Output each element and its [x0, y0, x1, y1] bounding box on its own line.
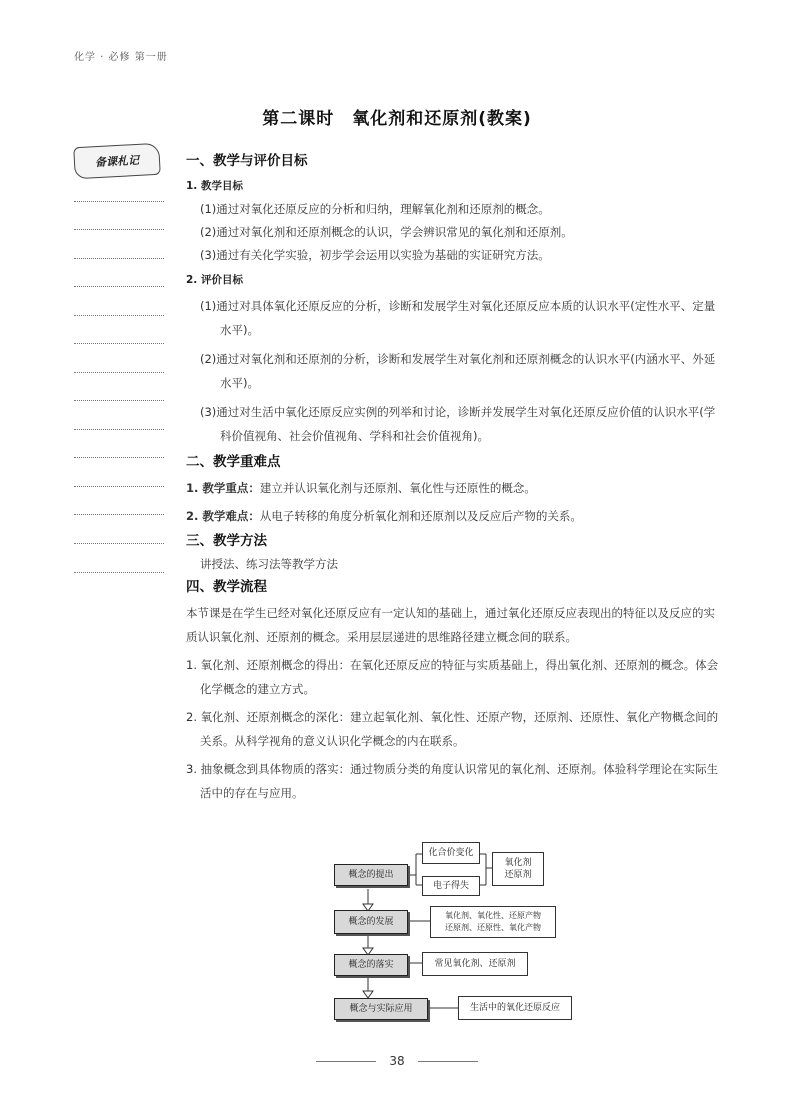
note-line [74, 400, 164, 401]
note-line [74, 543, 164, 544]
list-item [186, 504, 726, 528]
divider [316, 1061, 376, 1062]
note-line [74, 372, 164, 373]
subsection-heading: 1. 教学目标 [186, 180, 243, 192]
note-line [74, 258, 164, 259]
divider [418, 1061, 478, 1062]
list-item: (2)通过对氧化剂和还原剂的分析，诊断和发展学生对氧化剂和还原剂概念的认识水平(内涵水平、外延水平)。 [200, 352, 716, 390]
flow-box-concept-implementation: 概念的落实 [334, 954, 408, 976]
notes-logo: 备课札记 [73, 143, 161, 179]
note-line [74, 286, 164, 287]
flowchart [330, 838, 590, 1023]
note-line [74, 457, 164, 458]
notes-column [74, 145, 166, 177]
section-heading: 四、教学流程 [186, 579, 267, 595]
list-item: 3. 抽象概念到具体物质的落实：通过物质分类的角度认识常见的氧化剂、还原剂。体验科学理论在实际生活中的存在与应用。 [186, 762, 719, 800]
paragraph: 本节课是在学生已经对氧化还原反应有一定认知的基础上，通过氧化还原反应表现出的特征以及反应的实质认识氧化剂、还原剂的概念。采用层层递进的思维路径建立概念间的联系。 [186, 606, 715, 644]
flow-box-concept-proposal: 概念的提出 [334, 864, 408, 886]
flow-box-oxidant-reductant: 氧化剂 还原剂 [492, 852, 544, 886]
item-label: 1. 教学重点： [186, 481, 260, 495]
list-item: 2. 氧化剂、还原剂概念的深化：建立起氧化剂、氧化性、还原产物，还原剂、还原性、氧化产物概念间的关系。从科学视角的意义认识化学概念的内在联系。 [186, 710, 719, 748]
list-item: (2)通过对氧化剂和还原剂概念的认识，学会辨识常见的氧化剂和还原剂。 [200, 225, 573, 239]
subsection-heading: 2. 评价目标 [186, 274, 243, 286]
flow-box-oxidant-properties: 氧化剂、氧化性、还原产物 还原剂、还原性、氧化产物 [430, 906, 556, 938]
note-line [74, 514, 164, 515]
note-line [74, 315, 164, 316]
note-line [74, 229, 164, 230]
section-heading: 一、教学与评价目标 [186, 153, 308, 169]
flow-box-practical-application: 概念与实际应用 [334, 998, 428, 1020]
running-header: 化学 · 必修 第一册 [74, 52, 168, 63]
flow-box-valence-change: 化合价变化 [422, 842, 480, 864]
item-text: 建立并认识氧化剂与还原剂、氧化性与还原性的概念。 [259, 481, 536, 495]
note-line [74, 343, 164, 344]
item-label: 2. 教学难点： [186, 509, 260, 523]
flow-box-daily-life-redox: 生活中的氧化还原反应 [458, 996, 572, 1020]
note-line [74, 201, 164, 202]
page-number-text: 38 [389, 1054, 405, 1068]
list-item [186, 476, 726, 500]
flow-box-common-agents: 常见氧化剂、还原剂 [422, 952, 528, 976]
flow-box-electron-transfer: 电子得失 [422, 876, 480, 896]
page-number [0, 1054, 794, 1068]
note-line [74, 429, 164, 430]
list-item: 1. 氧化剂、还原剂概念的得出：在氧化还原反应的特征与实质基础上，得出氧化剂、还原剂的概念。体会化学概念的建立方式。 [186, 658, 719, 696]
note-line [74, 572, 164, 573]
list-item: (3)通过对生活中氧化还原反应实例的列举和讨论，诊断并发展学生对氧化还原反应价值的认识水平(学科价值视角、社会价值视角、学科和社会价值视角)。 [200, 405, 716, 443]
page-title: 第二课时 氧化剂和还原剂(教案) [262, 109, 532, 129]
note-line [74, 486, 164, 487]
item-text: 从电子转移的角度分析氧化剂和还原剂以及反应后产物的关系。 [259, 509, 582, 523]
list-item: (1)通过对氧化还原反应的分析和归纳，理解氧化剂和还原剂的概念。 [200, 202, 550, 216]
section-heading: 三、教学方法 [186, 533, 267, 549]
section-heading: 二、教学重难点 [186, 454, 281, 470]
flow-box-concept-development: 概念的发展 [334, 910, 408, 934]
paragraph: 讲授法、练习法等教学方法 [200, 557, 338, 571]
list-item: (1)通过对具体氧化还原反应的分析，诊断和发展学生对氧化还原反应本质的认识水平(定性水平、定量水平)。 [200, 299, 716, 337]
main-content [186, 148, 726, 809]
list-item: (3)通过有关化学实验，初步学会运用以实验为基础的实证研究方法。 [200, 248, 550, 262]
